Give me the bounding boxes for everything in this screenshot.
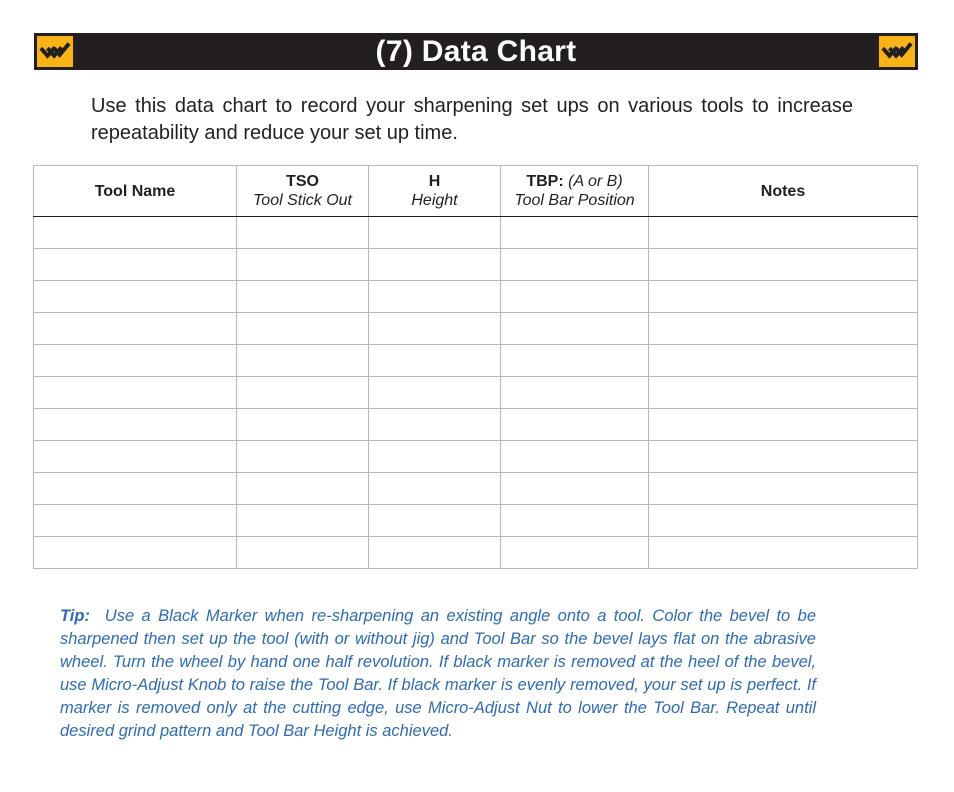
- table-cell[interactable]: [34, 377, 237, 409]
- table-cell[interactable]: [237, 473, 369, 505]
- table-cell[interactable]: [501, 345, 649, 377]
- table-cell[interactable]: [34, 409, 237, 441]
- column-header-tso: [237, 166, 369, 217]
- table-cell[interactable]: [237, 249, 369, 281]
- table-row: [34, 217, 918, 249]
- table-cell[interactable]: [369, 281, 501, 313]
- table-cell[interactable]: [369, 377, 501, 409]
- table-cell[interactable]: [237, 345, 369, 377]
- table-row: [34, 473, 918, 505]
- table-cell[interactable]: [501, 377, 649, 409]
- table-cell[interactable]: [34, 217, 237, 249]
- table-cell[interactable]: [501, 217, 649, 249]
- intro-paragraph: Use this data chart to record your sharpening set ups on various tools to increase repeatability and reduce your set up time.: [91, 95, 853, 144]
- column-header-label: TSO: [286, 173, 319, 190]
- table-cell[interactable]: [369, 313, 501, 345]
- table-cell[interactable]: [34, 313, 237, 345]
- table-cell[interactable]: [237, 537, 369, 569]
- table-cell[interactable]: [237, 313, 369, 345]
- table-cell[interactable]: [501, 313, 649, 345]
- table-cell[interactable]: [34, 505, 237, 537]
- table-body: [34, 217, 918, 569]
- table-row: [34, 249, 918, 281]
- column-header-label: H: [428, 173, 441, 190]
- table-cell[interactable]: [501, 249, 649, 281]
- column-header-notes: [649, 166, 918, 217]
- table-cell[interactable]: [34, 281, 237, 313]
- table-cell[interactable]: [369, 249, 501, 281]
- table-cell[interactable]: [34, 249, 237, 281]
- table-cell[interactable]: [649, 281, 918, 313]
- table-cell[interactable]: [649, 217, 918, 249]
- table-cell[interactable]: [649, 505, 918, 537]
- table-cell[interactable]: [237, 281, 369, 313]
- table-cell[interactable]: [649, 441, 918, 473]
- table-cell[interactable]: [501, 441, 649, 473]
- table-row: [34, 345, 918, 377]
- column-header-inline-note: (A or B): [563, 173, 623, 190]
- table-cell[interactable]: [369, 345, 501, 377]
- column-header-height: [369, 166, 501, 217]
- tip-label: Tip:: [60, 607, 90, 625]
- title-bar: [34, 33, 918, 70]
- column-header-label-line: [501, 172, 648, 191]
- tip-paragraph: [60, 605, 816, 743]
- table-cell[interactable]: [237, 377, 369, 409]
- brand-chevron-logo-icon: [878, 35, 916, 68]
- table-cell[interactable]: [34, 473, 237, 505]
- column-header-sublabel: Height: [411, 192, 458, 209]
- table-header-row: [34, 166, 918, 217]
- column-header-label: Tool Name: [94, 182, 176, 200]
- table-row: [34, 537, 918, 569]
- table-cell[interactable]: [369, 409, 501, 441]
- table-row: [34, 281, 918, 313]
- table-row: [34, 441, 918, 473]
- table-cell[interactable]: [649, 377, 918, 409]
- column-header-sublabel: Tool Stick Out: [252, 192, 352, 209]
- table-cell[interactable]: [501, 409, 649, 441]
- table-cell[interactable]: [501, 281, 649, 313]
- table-cell[interactable]: [237, 441, 369, 473]
- table-cell[interactable]: [34, 345, 237, 377]
- table-cell[interactable]: [501, 505, 649, 537]
- table-cell[interactable]: [34, 441, 237, 473]
- table-cell[interactable]: [649, 473, 918, 505]
- table-cell[interactable]: [369, 441, 501, 473]
- column-header-label: TBP:: [526, 173, 564, 190]
- table-cell[interactable]: [369, 473, 501, 505]
- table-row: [34, 313, 918, 345]
- table-cell[interactable]: [369, 217, 501, 249]
- table-cell[interactable]: [649, 409, 918, 441]
- table-cell[interactable]: [501, 537, 649, 569]
- table-cell[interactable]: [649, 249, 918, 281]
- table-cell[interactable]: [237, 409, 369, 441]
- table-cell[interactable]: [369, 505, 501, 537]
- table-row: [34, 377, 918, 409]
- table-cell[interactable]: [649, 345, 918, 377]
- column-header-sublabel: Tool Bar Position: [514, 192, 635, 209]
- table-row: [34, 409, 918, 441]
- table-cell[interactable]: [501, 473, 649, 505]
- data-chart-table: [33, 165, 918, 569]
- column-header-tool-name: [34, 166, 237, 217]
- column-header-label: Notes: [760, 182, 806, 200]
- table-row: [34, 505, 918, 537]
- page-title: (7) Data Chart: [375, 35, 577, 68]
- table-cell[interactable]: [649, 313, 918, 345]
- table-cell[interactable]: [237, 217, 369, 249]
- table-cell[interactable]: [369, 537, 501, 569]
- table-cell[interactable]: [237, 505, 369, 537]
- tip-text: Use a Black Marker when re-sharpening an existing angle onto a tool. Color the bevel to be sharpened then set up the tool (with or without jig) and Tool Bar so the bevel lays flat on the abrasive wheel. Turn the wheel by hand one half revolution. If black marker is removed at the heel of the bevel, use Micro-Adjust Knob to raise the Tool Bar. If black marker is evenly removed, your set up is perfect. If marker is removed only at the cutting edge, use Micro-Adjust Nut to lower the Tool Bar. Repeat until desired grind pattern and Tool Bar Height is achieved.: [60, 607, 816, 740]
- table-cell[interactable]: [649, 537, 918, 569]
- column-header-tbp: [501, 166, 649, 217]
- table-cell[interactable]: [34, 537, 237, 569]
